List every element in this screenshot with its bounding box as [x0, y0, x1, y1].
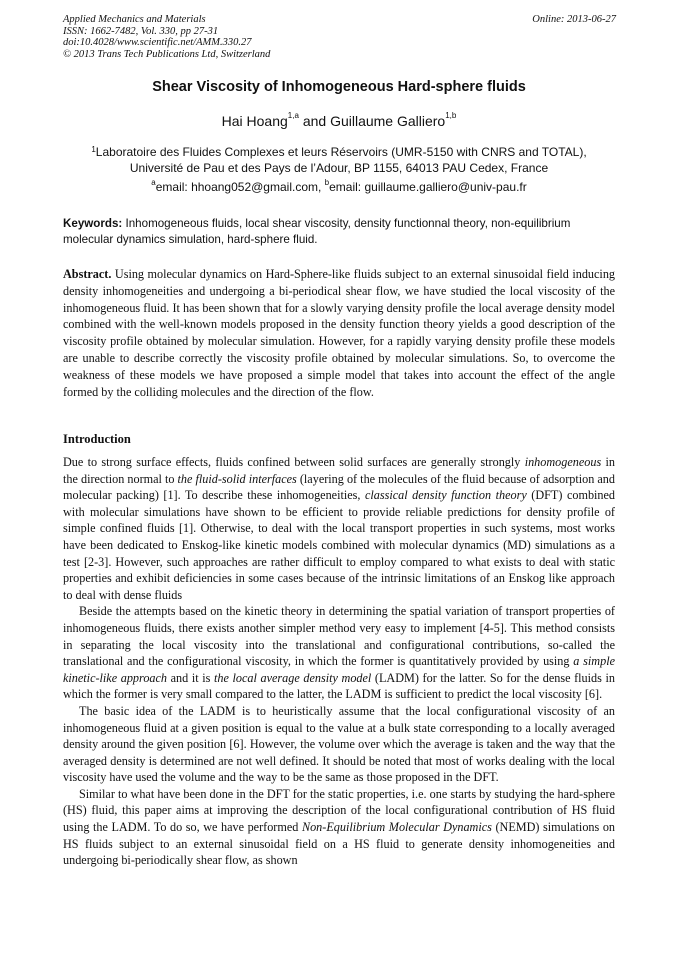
- email-a[interactable]: email: hhoang052@gmail.com,: [155, 180, 322, 194]
- email-b-sup: b: [324, 178, 330, 187]
- affiliation: [70, 144, 608, 176]
- author-2-sup: 1,b: [445, 111, 457, 120]
- p1-text-2: in the direction normal to: [63, 455, 615, 486]
- p4-text-2: (NEMD) simulations on HS fluids subject to an external sinusoidal field on a HS fluid to generate density inhomogeneities and undergoing bi-periodically shear flow, as shown: [63, 820, 616, 868]
- p4-italic-1: Non-Equilibrium Molecular Dynamics: [301, 820, 492, 835]
- copyright: © 2013 Trans Tech Publications Ltd, Switzerland: [63, 48, 271, 60]
- author-and: and: [302, 113, 327, 129]
- authors: [0, 113, 678, 129]
- paragraph-1: [63, 454, 615, 603]
- abstract-label: Abstract.: [63, 267, 112, 281]
- section-heading-introduction: Introduction: [63, 432, 131, 446]
- affiliation-line-1: Laboratoire des Fluides Complexes et leurs Réservoirs (UMR-5150 with CNRS and TOTAL),: [95, 145, 587, 159]
- paragraph-4: [63, 786, 615, 869]
- p2-italic-1: a simple kinetic-like approach: [63, 654, 615, 685]
- p2-text-3: (LADM) for the latter. So for the dense fluids in which the former is very small compared to the latter, the LADM is sufficient to predict the local viscosity [6].: [63, 670, 615, 702]
- emails: [0, 180, 678, 194]
- p3-text-1: The basic idea of the LADM is to heuristically assume that the local configurational viscosity of an inhomogeneous fluid at a given position is equal to the value at a bulk state corresponding to a locally averaged density around the given position [6]. However, the volume over which the average is taken and the way that the averaged density is determined are not well defined. It should be noted that most of works dealing with the local viscosity have used the volume and the way to be the same as those proposed in the DFT.: [63, 703, 615, 785]
- p1-text-4: (DFT) combined with molecular simulations have shown to be efficient to provide reliable predictions for density profile of simple confined fluids [1]. Otherwise, to deal with the local transport properties in such systems, most works have been dedicated to Enskog-like kinetic models combined with molecular dynamics (MD) simulations as a test [2-3]. However, such approaches are rather difficult to employ compared to what exists to deal with static properties and exhibit deficiencies in some cases because of the intrinsic limitations of an Enskog like approach to deal with dense fluids: [63, 488, 616, 602]
- p1-text-3: (layering of the molecules of the fluid because of adsorption and molecular packing) [1]. To describe these inhomogeneities,: [63, 471, 615, 503]
- p2-text-2: and it is: [167, 670, 214, 685]
- paragraph-3: [63, 703, 615, 786]
- email-b[interactable]: email: guillaume.galliero@univ-pau.fr: [329, 180, 527, 194]
- keywords: [63, 216, 615, 247]
- doi[interactable]: doi:10.4028/www.scientific.net/AMM.330.27: [63, 37, 252, 48]
- author-1: Hai Hoang: [221, 113, 288, 129]
- keywords-text: Inhomogeneous fluids, local shear viscosity, density functionnal theory, non-equilibrium molecular dynamics simulation, hard-sphere fluid.: [63, 217, 571, 246]
- paragraph-2: [63, 603, 615, 703]
- author-2: Guillaume Galliero: [330, 113, 446, 129]
- issn: ISSN: 1662-7482, Vol. 330, pp 27-31: [63, 25, 219, 37]
- introduction-body: [63, 454, 615, 869]
- author-1-sup: 1,a: [287, 111, 299, 120]
- journal-name: Applied Mechanics and Materials: [63, 14, 206, 25]
- p1-italic-1: inhomogeneous: [524, 455, 602, 469]
- p1-italic-2: the fluid-solid interfaces: [177, 471, 297, 486]
- p2-text-1: Beside the attempts based on the kinetic theory in determining the spatial variation of transport properties of inhomogeneous fluids, there exists another simpler method very easy to implement [4-5]. This method consists in separating the local viscosity into the translational and configurational contributions, so-called the translational and the configurational viscosity, in which the former is quantitatively provided by using: [63, 604, 615, 669]
- abstract-text: Using molecular dynamics on Hard-Sphere-like fluids subject to an external sinusoidal field inducing density inhomogeneities and undergoing a bi-periodical shear flow, we have studied the local viscosity of the inhomogeneous fluid. It has been shown that for a slowly varying density profile the local average density model combined with the well-known models proposed in the density function theory yields a good description of the viscosity profile obtained by molecular simulation. However, for a rapidly varying density profile these models are unable to describe correctly the viscosity profile obtained by molecular simulations. So, to overcome the weakness of these models we have proposed a simple model that takes into account the effect of the angle formed by the colliding molecules and the direction of the flow.: [63, 267, 616, 399]
- affiliation-sup: 1: [91, 145, 96, 154]
- paper-title: Shear Viscosity of Inhomogeneous Hard-sphere fluids: [152, 79, 526, 95]
- online-date: Online: 2013-06-27: [532, 14, 616, 25]
- p1-text-1: Due to strong surface effects, fluids confined between solid surfaces are generally strongly: [63, 455, 525, 469]
- email-a-sup: a: [151, 178, 156, 187]
- p2-italic-2: the local average density model: [214, 670, 372, 685]
- abstract: [63, 266, 615, 400]
- p1-italic-3: classical density function theory: [364, 488, 527, 503]
- p4-text-1: Similar to what have been done in the DFT for the static properties, i.e. one starts by studying the hard-sphere (HS) fluid, this paper aims at improving the description of the local configurational contribution of HS fluid using the LADM. To do so, we have performed: [63, 786, 615, 835]
- affiliation-line-2: Université de Pau et des Pays de l’Adour, BP 1155, 64013 PAU Cedex, France: [129, 161, 549, 175]
- keywords-label: Keywords:: [63, 217, 123, 230]
- journal-header: [63, 14, 270, 60]
